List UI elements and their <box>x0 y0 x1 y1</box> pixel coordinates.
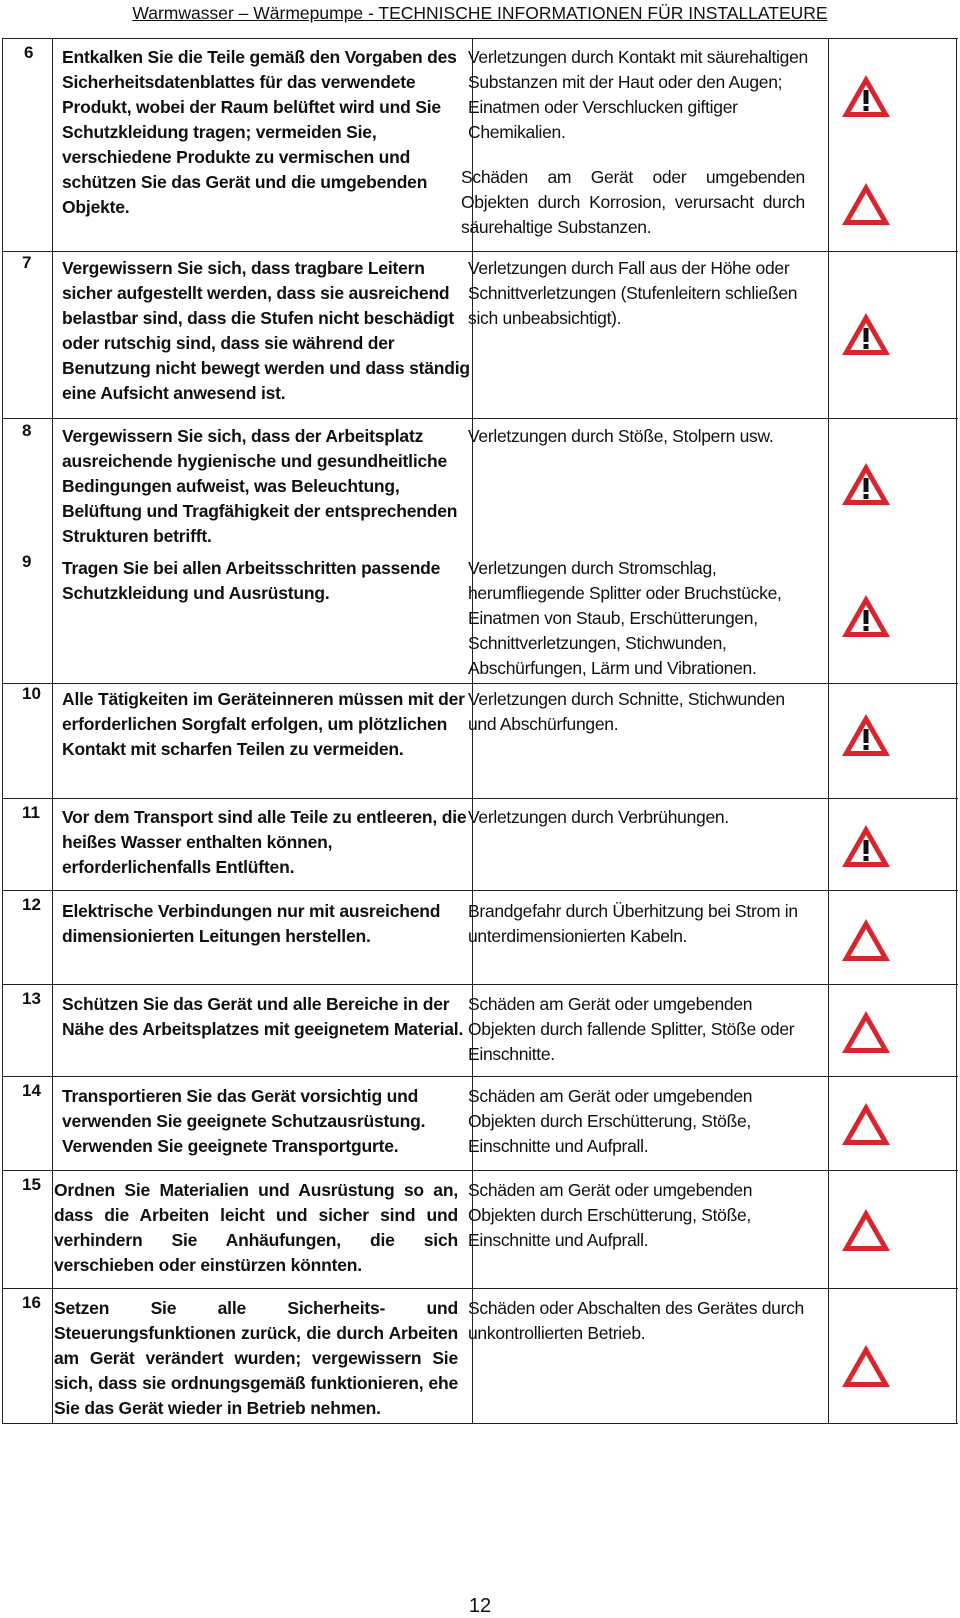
step-action: Schützen Sie das Gerät und alle Bereiche in der Nähe des Arbeitsplatzes mit geeignetem Material. <box>62 994 464 1039</box>
warning-triangle-icon <box>840 1009 892 1055</box>
step-number: 14 <box>22 1081 41 1100</box>
step-action: Ordnen Sie Materialien und Ausrüstung so an, dass die Arbeiten leicht und sicher sind und verhindern Sie Anhäufungen, die sich verschieben oder einstürzen könnten. <box>54 1180 458 1275</box>
table-group <box>2 419 958 684</box>
step-action: Elektrische Verbindungen nur mit ausreichend dimensionierten Leitungen herstellen. <box>62 901 441 946</box>
step-risk: Verletzungen durch Stöße, Stolpern usw. <box>468 426 774 446</box>
step-number: 11 <box>22 803 40 822</box>
step-risk: Schäden am Gerät oder umgebenden Objekten durch Erschütterung, Stöße, Einschnitte und Aufprall. <box>468 1180 753 1250</box>
danger-exclamation-icon <box>840 311 892 357</box>
step-number: 9 <box>22 552 32 571</box>
step-action: Alle Tätigkeiten im Geräteinneren müssen mit der erforderlichen Sorgfalt erfolgen, um plötzlichen Kontakt mit scharfen Teilen zu vermeiden. <box>62 689 465 759</box>
step-action: Setzen Sie alle Sicherheits- und Steuerungsfunktionen zurück, die durch Arbeiten am Gerät verändert wurden; vergewissern Sie sich, dass sie ordnungsgemäß funktionieren, ehe Sie das Gerät wieder in Betrieb nehmen. <box>54 1298 458 1418</box>
step-risk: Verletzungen durch Stromschlag, herumfliegende Splitter oder Bruchstücke, Einatmen von Staub, Erschütterungen, Schnittverletzungen, Stichwunden, Abschürfungen, Lärm und Vibrationen. <box>468 558 782 678</box>
step-action: Tragen Sie bei allen Arbeitsschritten passende Schutzkleidung und Ausrüstung. <box>62 558 441 603</box>
warning-triangle-icon <box>840 1101 892 1147</box>
table-row <box>2 1289 958 1424</box>
step-action: Vor dem Transport sind alle Teile zu entleeren, die heißes Wasser enthalten können, erforderlichenfalls Entlüften. <box>62 807 467 877</box>
page-header <box>0 2 960 24</box>
warning-triangle-icon <box>840 1343 892 1389</box>
danger-exclamation-icon <box>840 73 892 119</box>
table-row <box>2 251 958 419</box>
step-action: Vergewissern Sie sich, dass tragbare Leitern sicher aufgestellt werden, dass sie ausreichend belastbar sind, dass die Stufen nicht beschädigt oder rutschig sind, dass sie während der Benutzung nicht bewegt werden und dass ständig eine Aufsicht anwesend ist. <box>62 258 470 403</box>
table-row <box>2 891 958 985</box>
danger-exclamation-icon <box>840 823 892 869</box>
step-number: 13 <box>22 989 41 1008</box>
warning-triangle-icon <box>840 181 892 227</box>
table-row <box>2 799 958 891</box>
step-risk: Schäden am Gerät oder umgebenden Objekten durch fallende Splitter, Stöße oder Einschnitte. <box>468 994 795 1064</box>
danger-exclamation-icon <box>840 712 892 758</box>
table-row <box>2 1171 958 1289</box>
step-risk: Verletzungen durch Fall aus der Höhe oder Schnittverletzungen (Stufenleitern schließen sich unbeabsichtigt). <box>468 258 798 328</box>
table-row <box>2 1077 958 1171</box>
step-number: 7 <box>22 253 32 272</box>
page-number: 12 <box>468 1595 492 1617</box>
table-row <box>2 985 958 1077</box>
step-number: 15 <box>22 1175 41 1194</box>
warning-triangle-icon <box>840 1207 892 1253</box>
step-number: 6 <box>24 43 34 62</box>
danger-exclamation-icon <box>840 461 892 507</box>
step-number: 16 <box>22 1293 41 1312</box>
step-number: 8 <box>22 421 32 440</box>
page-header-title: Warmwasser – Wärmepumpe - TECHNISCHE INFORMATIONEN FÜR INSTALLATEURE <box>132 3 828 23</box>
step-risk: Schäden am Gerät oder umgebenden Objekten durch Korrosion, verursacht durch säurehaltige Substanzen. <box>461 167 805 237</box>
step-risk: Verletzungen durch Kontakt mit säurehaltigen Substanzen mit der Haut oder den Augen; Einatmen oder Verschlucken giftiger Chemikalien. <box>468 47 808 142</box>
table-row <box>2 684 958 799</box>
step-number: 12 <box>22 895 41 914</box>
step-risk: Brandgefahr durch Überhitzung bei Strom in unterdimensionierten Kabeln. <box>468 901 798 946</box>
warning-triangle-icon <box>840 917 892 963</box>
step-action: Vergewissern Sie sich, dass der Arbeitsplatz ausreichende hygienische und gesundheitliche Bedingungen aufweist, was Beleuchtung, Belüftung und Tragfähigkeit der entsprechenden Strukturen betrifft. <box>62 426 458 546</box>
step-risk: Verletzungen durch Schnitte, Stichwunden und Abschürfungen. <box>468 689 785 734</box>
step-action: Entkalken Sie die Teile gemäß den Vorgaben des Sicherheitsdatenblattes für das verwendete Produkt, wobei der Raum belüftet wird und Sie Schutzkleidung tragen; vermeiden Sie, verschiedene Produkte zu vermischen und schützen Sie das Gerät und die umgebenden Objekte. <box>62 47 457 217</box>
table-row <box>2 38 958 252</box>
step-risk: Schäden am Gerät oder umgebenden Objekten durch Erschütterung, Stöße, Einschnitte und Aufprall. <box>468 1086 753 1156</box>
step-action: Transportieren Sie das Gerät vorsichtig und verwenden Sie geeignete Schutzausrüstung. Verwenden Sie geeignete Transportgurte. <box>62 1086 426 1156</box>
step-risk: Verletzungen durch Verbrühungen. <box>468 807 729 827</box>
step-risk: Schäden oder Abschalten des Gerätes durch unkontrollierten Betrieb. <box>468 1298 804 1343</box>
step-number: 10 <box>22 684 41 703</box>
danger-exclamation-icon <box>840 593 892 639</box>
